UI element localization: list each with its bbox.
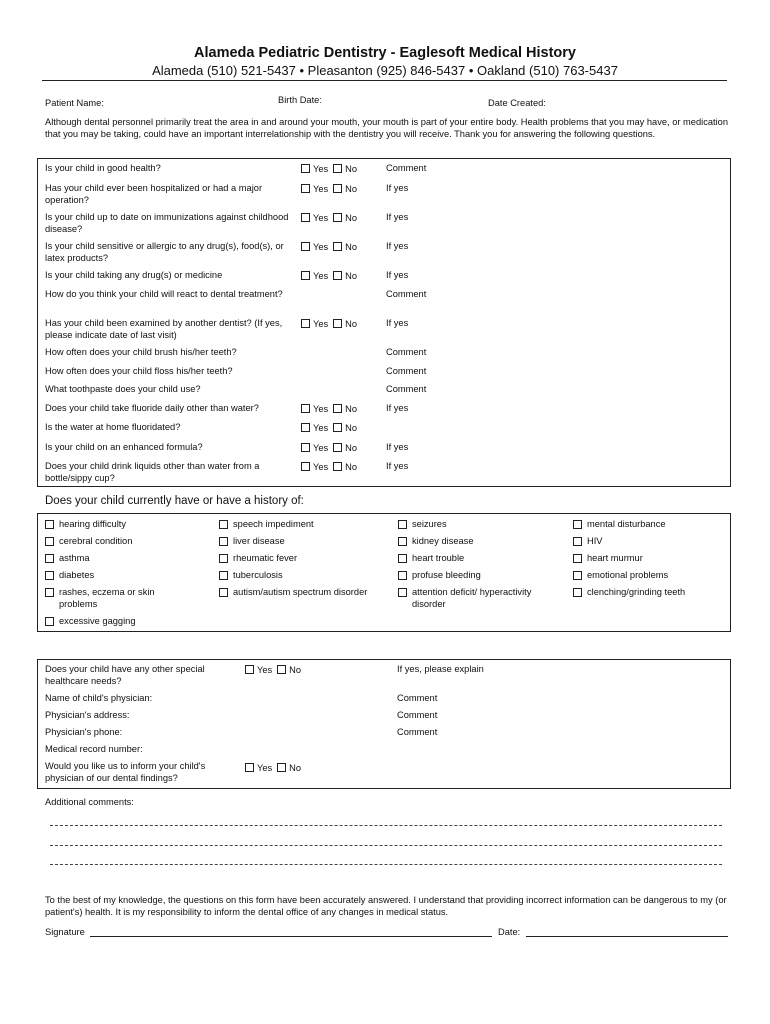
condition-label: excessive gagging (59, 616, 136, 626)
question-text: Is your child on an enhanced formula? (45, 442, 203, 452)
condition-item (573, 536, 723, 548)
no-checkbox[interactable] (333, 319, 342, 328)
condition-label: rashes, eczema or skin problems (59, 587, 155, 609)
condition-label: speech impediment (233, 519, 314, 529)
condition-checkbox[interactable] (398, 554, 407, 563)
no-checkbox[interactable] (277, 665, 286, 674)
question-followup-label: Comment (386, 163, 427, 173)
condition-item (398, 536, 548, 548)
special-needs-explain-label: If yes, please explain (397, 664, 484, 674)
question-followup-label: If yes (386, 212, 409, 222)
condition-checkbox[interactable] (219, 537, 228, 546)
condition-label: profuse bleeding (412, 570, 481, 580)
yes-no-group: Yes No (301, 242, 357, 252)
condition-item (573, 570, 723, 582)
condition-checkbox[interactable] (45, 571, 54, 580)
signature-label: Signature (45, 927, 85, 937)
question-followup-label: If yes (386, 241, 409, 251)
inform-physician-yes-no: Yes No (245, 763, 301, 773)
question-text: Does your child drink liquids other than water from a bottle/sippy cup? (45, 461, 260, 483)
no-checkbox[interactable] (333, 164, 342, 173)
yes-checkbox[interactable] (301, 242, 310, 251)
condition-item (45, 536, 195, 548)
accuracy-statement: To the best of my knowledge, the questions on this form have been accurately answered. I understand that providing incorrect information can be dangerous to my (or patient's) health. It is my responsibility to inform the dental office of any changes in medical status. (45, 895, 727, 917)
comment-line[interactable] (50, 845, 722, 846)
question-text: How do you think your child will react to dental treatment? (45, 289, 283, 299)
comment-line[interactable] (50, 864, 722, 865)
condition-item (219, 536, 369, 548)
form-title: Alameda Pediatric Dentistry - Eaglesoft Medical History (194, 45, 576, 61)
condition-label: liver disease (233, 536, 285, 546)
physician-phone-label: Physician's phone: (45, 727, 123, 737)
yes-no-group: Yes No (301, 164, 357, 174)
yes-no-group: Yes No (301, 184, 357, 194)
question-text: Is your child sensitive or allergic to any drug(s), food(s), or latex products? (45, 241, 284, 263)
question-text: How often does your child brush his/her teeth? (45, 347, 237, 357)
question-text: Is your child in good health? (45, 163, 161, 173)
condition-label: rheumatic fever (233, 553, 298, 563)
condition-label: heart murmur (587, 553, 643, 563)
no-checkbox[interactable] (333, 213, 342, 222)
condition-label: emotional problems (587, 570, 669, 580)
condition-label: tuberculosis (233, 570, 283, 580)
condition-item (219, 587, 369, 599)
question-followup-label: If yes (386, 442, 409, 452)
condition-checkbox[interactable] (573, 588, 582, 597)
condition-item (219, 570, 369, 582)
condition-item (398, 570, 548, 582)
no-checkbox[interactable] (333, 443, 342, 452)
condition-item (573, 587, 723, 599)
physician-name-comment: Comment (397, 693, 438, 703)
yes-checkbox[interactable] (245, 665, 254, 674)
question-text: Has your child ever been hospitalized or had a major operation? (45, 183, 263, 205)
intro-text: Although dental personnel primarily treat the area in and around your mouth, your mouth is part of your entire body. Health problems that you may have, or medication that you may be taking, could have an important interrelationship with the dentistry you will receive. Thank you for answering the following questions. (45, 117, 729, 139)
condition-checkbox[interactable] (45, 537, 54, 546)
question-followup-label: Comment (386, 384, 427, 394)
no-checkbox[interactable] (333, 271, 342, 280)
physician-name-label: Name of child's physician: (45, 693, 153, 703)
condition-label: diabetes (59, 570, 95, 580)
condition-label: mental disturbance (587, 519, 666, 529)
yes-checkbox[interactable] (301, 184, 310, 193)
additional-comments-label: Additional comments: (45, 797, 134, 807)
condition-item (398, 519, 548, 531)
condition-item (573, 553, 723, 565)
question-text: Has your child been examined by another dentist? (If yes, please indicate date of last visit) (45, 318, 283, 340)
condition-label: asthma (59, 553, 90, 563)
condition-item (45, 519, 195, 531)
yes-no-group: Yes No (301, 271, 357, 281)
condition-item (398, 587, 548, 610)
question-followup-label: If yes (386, 270, 409, 280)
condition-label: HIV (587, 536, 603, 546)
yes-checkbox[interactable] (301, 462, 310, 471)
inform-physician-question: Would you like us to inform your child's physician of our dental findings? (45, 761, 206, 783)
condition-item (45, 616, 195, 628)
condition-checkbox[interactable] (45, 588, 54, 597)
condition-checkbox[interactable] (219, 520, 228, 529)
no-checkbox[interactable] (333, 242, 342, 251)
question-text: Is your child up to date on immunizations against childhood disease? (45, 212, 289, 234)
condition-checkbox[interactable] (573, 520, 582, 529)
condition-label: attention deficit/ hyperactivity disorder (412, 587, 532, 609)
condition-checkbox[interactable] (45, 554, 54, 563)
no-checkbox[interactable] (277, 763, 286, 772)
question-text: Is your child taking any drug(s) or medicine (45, 270, 223, 280)
question-text: How often does your child floss his/her teeth? (45, 366, 233, 376)
condition-checkbox[interactable] (219, 571, 228, 580)
yes-no-group: Yes No (301, 443, 357, 453)
patient-name-label: Patient Name: (45, 98, 104, 108)
question-text: Does your child take fluoride daily other than water? (45, 403, 259, 413)
condition-label: heart trouble (412, 553, 465, 563)
yes-checkbox[interactable] (301, 443, 310, 452)
condition-checkbox[interactable] (45, 520, 54, 529)
question-followup-label: Comment (386, 347, 427, 357)
condition-checkbox[interactable] (398, 520, 407, 529)
condition-checkbox[interactable] (573, 554, 582, 563)
question-text: What toothpaste does your child use? (45, 384, 201, 394)
condition-item (219, 553, 369, 565)
condition-checkbox[interactable] (45, 617, 54, 626)
yes-no-group: Yes No (301, 423, 357, 433)
no-checkbox[interactable] (333, 184, 342, 193)
date-created-label: Date Created: (488, 98, 546, 108)
yes-checkbox[interactable] (245, 763, 254, 772)
condition-label: kidney disease (412, 536, 474, 546)
question-followup-label: If yes (386, 183, 409, 193)
no-checkbox[interactable] (333, 423, 342, 432)
condition-label: clenching/grinding teeth (587, 587, 686, 597)
condition-label: autism/autism spectrum disorder (233, 587, 368, 597)
condition-checkbox[interactable] (398, 571, 407, 580)
condition-checkbox[interactable] (573, 571, 582, 580)
condition-checkbox[interactable] (398, 588, 407, 597)
yes-no-group: Yes No (301, 404, 357, 414)
condition-label: seizures (412, 519, 447, 529)
physician-address-label: Physician's address: (45, 710, 130, 720)
condition-item (398, 553, 548, 565)
no-checkbox[interactable] (333, 462, 342, 471)
question-followup-label: Comment (386, 289, 427, 299)
yes-checkbox[interactable] (301, 423, 310, 432)
physician-phone-comment: Comment (397, 727, 438, 737)
question-followup-label: Comment (386, 366, 427, 376)
special-needs-yes-no: Yes No (245, 665, 301, 675)
condition-checkbox[interactable] (398, 537, 407, 546)
condition-checkbox[interactable] (219, 554, 228, 563)
yes-checkbox[interactable] (301, 164, 310, 173)
condition-label: cerebral condition (59, 536, 133, 546)
special-needs-question: Does your child have any other special healthcare needs? (45, 664, 205, 686)
condition-checkbox[interactable] (573, 537, 582, 546)
yes-checkbox[interactable] (301, 404, 310, 413)
office-locations: Alameda (510) 521-5437 • Pleasanton (925) 846-5437 • Oakland (510) 763-5437 (152, 63, 618, 78)
signature-date-label: Date: (498, 927, 521, 937)
condition-item (45, 553, 195, 565)
header-rule (42, 80, 727, 81)
comment-line[interactable] (50, 825, 722, 826)
signature-date-line[interactable] (526, 936, 728, 937)
yes-no-group: Yes No (301, 213, 357, 223)
condition-label: hearing difficulty (59, 519, 127, 529)
question-followup-label: If yes (386, 403, 409, 413)
condition-item (573, 519, 723, 531)
question-followup-label: If yes (386, 318, 409, 328)
question-followup-label: If yes (386, 461, 409, 471)
condition-item (45, 587, 195, 610)
medical-record-label: Medical record number: (45, 744, 143, 754)
condition-item (45, 570, 195, 582)
history-heading: Does your child currently have or have a history of: (45, 495, 304, 507)
condition-item (219, 519, 369, 531)
signature-line[interactable] (90, 936, 492, 937)
yes-checkbox[interactable] (301, 213, 310, 222)
question-text: Is the water at home fluoridated? (45, 422, 181, 432)
yes-checkbox[interactable] (301, 271, 310, 280)
birth-date-label: Birth Date: (278, 95, 322, 105)
yes-no-group: Yes No (301, 462, 357, 472)
condition-checkbox[interactable] (219, 588, 228, 597)
physician-address-comment: Comment (397, 710, 438, 720)
yes-no-group: Yes No (301, 319, 357, 329)
yes-checkbox[interactable] (301, 319, 310, 328)
no-checkbox[interactable] (333, 404, 342, 413)
